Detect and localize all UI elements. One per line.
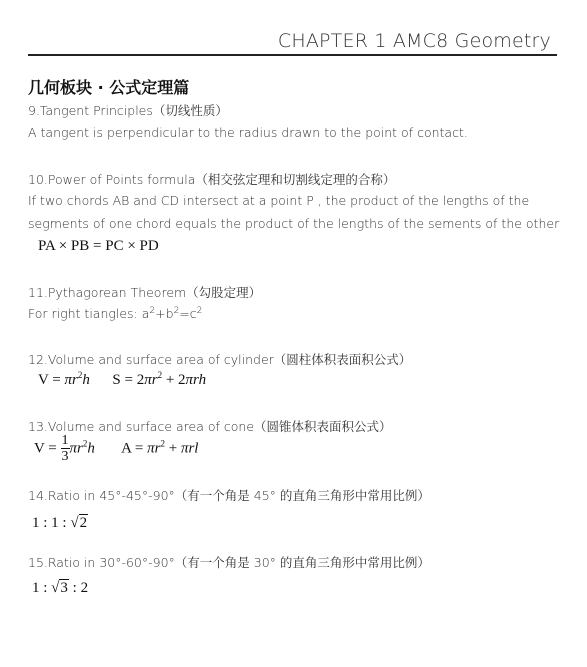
item-9-title: 9.Tangent Principles（切线性质）: [28, 103, 228, 118]
one-third-fraction: $\frac{1}{3}$: [61, 433, 69, 464]
item-11-text: [28, 306, 202, 321]
item-11-title: 11.Pythagorean Theorem（勾股定理）: [28, 285, 262, 300]
item-13-title: 13.Volume and surface area of cone（圆锥体积表面积公式）: [28, 419, 392, 434]
item-10-text-line-1: If two chords AB and CD intersect at a point P , the product of the lengths of the: [28, 193, 530, 208]
item-14-formula: 1 : 1 : √2: [32, 515, 88, 531]
item-9-text: A tangent is perpendicular to the radius drawn to the point of contact.: [28, 125, 468, 140]
item-15-title: 15.Ratio in 30°-60°-90°（有一个角是 30° 的直角三角形中常用比例）: [28, 555, 430, 570]
item-15-formula: 1 : √3 : 2: [32, 580, 89, 596]
item-13-formula: V = $\frac{1}{3}$ $\pi r^2h$ $A = \pi r^2 + \pi rl$: [34, 433, 199, 464]
item-11-prefix: For right tiangles:: [28, 306, 142, 321]
item-10-text-line-2: segments of one chord equals the product of the lengths of the sements of the other: [28, 216, 560, 231]
item-10-title: 10.Power of Points formula（相交弦定理和切割线定理的合称）: [28, 172, 396, 187]
item-12-formula: $V = \pi r^2h$ $S = 2\pi r^2 + 2\pi rh$: [38, 370, 207, 388]
item-11-formula: $a^2+b^2=c^2$: [141, 305, 203, 321]
header-divider: [28, 54, 557, 56]
item-12-title: 12.Volume and surface area of cylinder（圆柱体积表面积公式）: [28, 352, 412, 367]
chapter-title: CHAPTER 1 AMC8 Geometry: [277, 30, 551, 52]
item-14-title: 14.Ratio in 45°-45°-90°（有一个角是 45° 的直角三角形中常用比例）: [28, 488, 430, 503]
section-heading: 几何板块 · 公式定理篇: [28, 78, 190, 97]
item-10-formula: PA × PB = PC × PD: [38, 238, 159, 254]
